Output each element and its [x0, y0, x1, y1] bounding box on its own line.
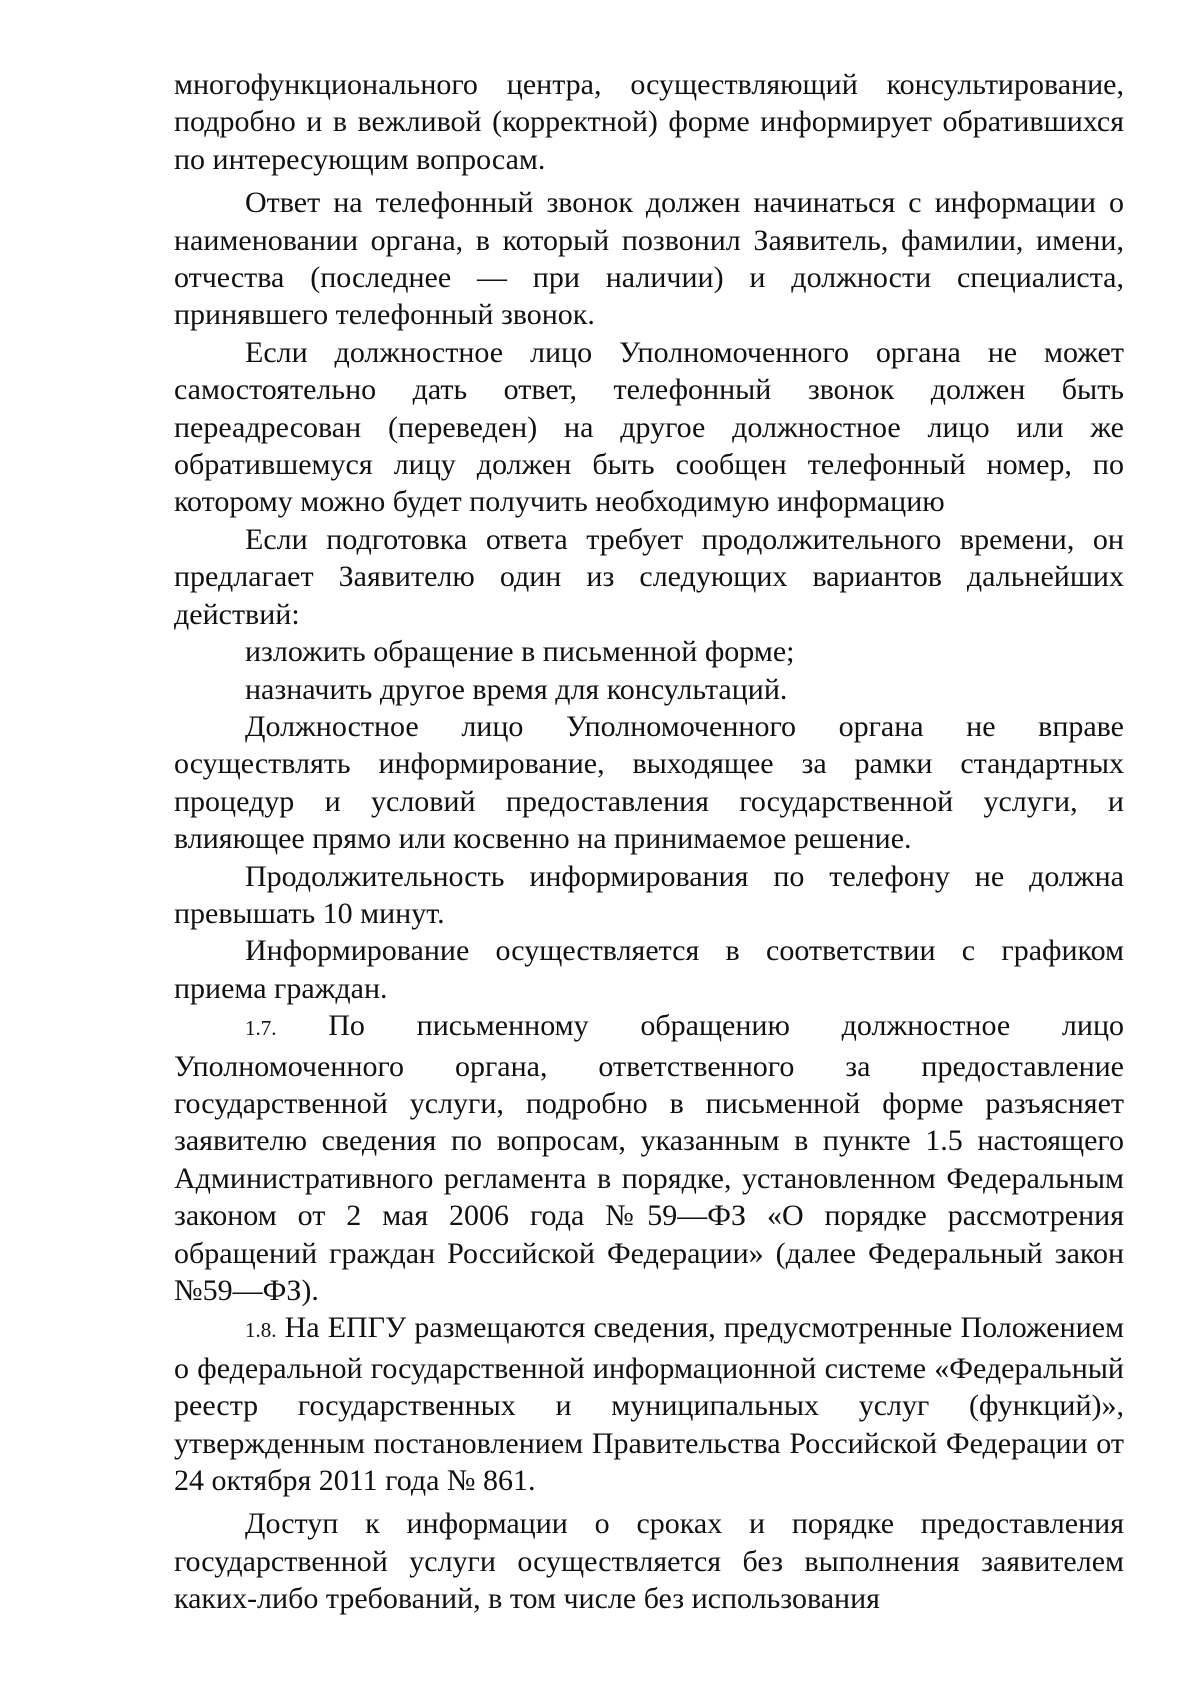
paragraph-call-redirect: Если должностное лицо Уполномоченного органа не может самостоятельно дать ответ, телефонный звонок должен быть переадресован (переведен) на другое должностное лицо или же обратившемуся лицу должен быть сообщен телефонный номер, по которому можно будет получить необходимую информацию: [174, 335, 1124, 519]
list-item-other-time: назначить другое время для консультаций.: [245, 672, 788, 706]
section-1-7-text: По письменному обращению должностное лицо Уполномоченного органа, ответственного за предоставление государственной услуги, подробно в письменной форме разъясняет заявителю сведения по вопросам, указанным в пункте 1.5 настоящего Административного регламента в порядке, установленном Федеральным законом от 2 мая 2006 года №59—ФЗ «О порядке рассмотрения обращений граждан Российской Федерации» (далее Федеральный закон №59—ФЗ).: [174, 1009, 1124, 1307]
section-1-8-text: На ЕПГУ размещаются сведения, предусмотренные Положением о федеральной государственной информационной системе «Федеральный реестр государственных и муниципальных услуг (функций)», утвержденным постановлением Правительства Российской Федерации от 24 октября 2011 года № 861.: [174, 1311, 1125, 1498]
paragraph-duration: Продолжительность информирования по телефону не должна превышать 10 минут.: [174, 859, 1124, 930]
paragraph-informing-limits: Должностное лицо Уполномоченного органа не вправе осуществлять информирование, выходящее за рамки стандартных процедур и условий предоставления государственной услуги, и влияющее прямо или косвенно на принимаемое решение.: [174, 709, 1124, 856]
paragraph-phone-answer: Ответ на телефонный звонок должен начинаться с информации о наименовании органа, в который позвонил Заявитель, фамилии, имени, отчества (последнее — при наличии) и должности специалиста, принявшего телефонный звонок.: [174, 186, 1124, 332]
paragraph-section-1-7: [174, 1007, 1124, 1309]
paragraph-access-info: Доступ к информации о сроках и порядке предоставления государственной услуги осуществляется без выполнения заявителем каких-либо требований, в том числе без использования: [174, 1507, 1124, 1616]
paragraph-section-1-8: [174, 1309, 1124, 1499]
document-body: [174, 66, 1124, 1618]
paragraph-schedule: Информирование осуществляется в соответствии с графиком приема граждан.: [174, 934, 1124, 1005]
list-item-written-form: изложить обращение в письменной форме;: [245, 635, 795, 669]
section-number-1-8: 1.8.: [245, 1318, 277, 1343]
section-number-1-7: 1.7.: [245, 1016, 277, 1041]
paragraph-mfc-consulting: многофункционального центра, осуществляющий консультирование, подробно и в вежливой (корректной) форме информирует обратившихся по интересующим вопросам.: [174, 68, 1124, 176]
paragraph-long-answer: Если подготовка ответа требует продолжительного времени, он предлагает Заявителю один из следующих вариантов дальнейших действий:: [174, 522, 1124, 631]
